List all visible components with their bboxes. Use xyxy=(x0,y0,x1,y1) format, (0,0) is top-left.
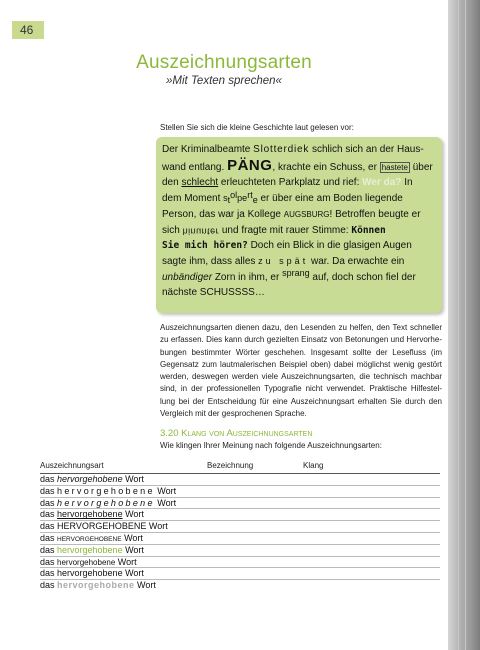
story-text: Doch ein Blick in die glasigen Augen xyxy=(247,240,412,252)
story-mono-word: Sie mich hören? xyxy=(162,240,248,252)
row-text: das xyxy=(40,521,58,532)
story-flipped-word: hinunter xyxy=(182,226,220,237)
section-heading: 3.20 Klang von Auszeichnungsarten xyxy=(160,428,313,439)
story-italic-word: unbändiger xyxy=(162,271,213,283)
exercise-table xyxy=(40,461,440,591)
story-text: Zorn in ihm, er xyxy=(212,271,283,283)
row-text: Wort xyxy=(122,509,144,520)
table-row xyxy=(40,544,440,556)
chapter-title: Auszeichnungsarten xyxy=(136,52,312,73)
body-line: werden, deswegen werden viele Auszeichnungsarten, die technisch machbar xyxy=(160,372,442,382)
story-stumbling-word xyxy=(223,190,258,205)
row-text: das xyxy=(40,497,58,508)
row-text: Wort xyxy=(146,521,168,532)
story-raised-word: sprang xyxy=(282,267,310,278)
story-text: wand entlang. xyxy=(162,161,228,173)
row-text: das xyxy=(40,580,58,591)
stumble-char: s xyxy=(223,193,228,204)
story-text: Der Kriminalbeamte xyxy=(162,144,254,155)
row-text: das xyxy=(40,474,58,484)
story-underlined-word: schlecht xyxy=(181,177,219,189)
story-line xyxy=(162,191,436,207)
stumble-char: e xyxy=(252,195,258,206)
row-emphasis: hervorgehobene xyxy=(57,557,116,567)
row-text: Wort xyxy=(122,568,144,579)
row-text: Wort xyxy=(154,485,177,496)
row-emphasis: hervorgehobene xyxy=(57,485,155,496)
story-boxed-word: hastete xyxy=(381,162,408,172)
row-emphasis: hervorgehobene xyxy=(57,474,123,484)
story-text: nächste SCHUSSSS… xyxy=(162,287,265,299)
table-header xyxy=(40,461,440,473)
row-text: Wort xyxy=(121,532,143,543)
story-line xyxy=(162,267,436,286)
story-line xyxy=(162,223,436,239)
story-mono-word: Können xyxy=(351,224,386,236)
stumble-char: pe xyxy=(237,193,248,204)
stumble-char: t xyxy=(250,190,253,201)
row-text: das xyxy=(40,509,58,520)
row-text: Wort xyxy=(122,544,144,555)
stumble-char: l xyxy=(235,190,238,201)
row-emphasis: hervorgehobene xyxy=(57,497,155,508)
page-number-tab xyxy=(0,21,60,35)
story-text: über xyxy=(409,161,433,173)
story-text: schlich sich an der Haus- xyxy=(309,144,424,155)
story-text: dem Moment xyxy=(162,193,224,205)
story-text: und fragte mit rauer Stimme: xyxy=(219,224,352,236)
row-text: das xyxy=(40,544,58,555)
row-text: Wort xyxy=(115,556,137,567)
story-text: sagte ihm, dass alles xyxy=(162,255,259,267)
story-spaced-word: Slotterdiek xyxy=(253,144,310,155)
row-emphasis: HERVORGEHOBENE xyxy=(57,535,122,543)
stumble-char: o xyxy=(230,190,236,201)
story-bold-word: PÄNG xyxy=(227,156,273,174)
page-edge-line xyxy=(465,0,466,650)
story-light-word: Wer da? xyxy=(362,177,402,189)
page-number: 46 xyxy=(12,21,44,39)
story-text: In xyxy=(401,177,413,189)
row-text: das xyxy=(40,556,58,567)
table-row xyxy=(40,579,440,591)
body-line: Vergleich mit der gesprochenen Sprache. xyxy=(160,409,307,419)
body-line: Auszeichnungsarten dienen dazu, den Lesenden zu helfen, den Text schneller xyxy=(160,323,442,332)
table-row xyxy=(40,485,440,497)
chapter-subtitle: »Mit Texten sprechen« xyxy=(166,75,282,87)
story-line xyxy=(162,158,436,176)
page-edge-line xyxy=(452,0,453,650)
table-row xyxy=(40,508,440,520)
row-text: das xyxy=(40,485,58,496)
body-line: zu erfassen. Dies kann durch gezielten Einsatz von Betonungen und Hervorhe- xyxy=(160,335,442,345)
story-text: sich xyxy=(162,224,183,236)
table-row xyxy=(40,497,440,509)
row-text: das xyxy=(40,568,58,579)
body-line: bungen bestimmter Wörter geschehen. Insgesamt sollte der Lesefluss (im xyxy=(160,347,442,357)
story-text: , krachte ein Schuss, er xyxy=(272,161,380,173)
column-header: Bezeichnung xyxy=(207,461,254,470)
body-paragraph xyxy=(160,322,442,420)
story-text: den xyxy=(162,177,182,189)
row-text: Wort xyxy=(134,580,156,591)
body-line: Gegensatz zum lautmalerischen Beispiel oben) dabei möglichst wenig gestört xyxy=(160,359,442,369)
table-row xyxy=(40,567,440,579)
column-header: Auszeichnungsart xyxy=(40,461,104,470)
story-spaced-word: zu spät xyxy=(258,255,309,266)
row-emphasis: hervorgehobene xyxy=(57,568,123,579)
story-text: war. Da erwachte ein xyxy=(308,255,405,267)
row-emphasis: HERVORGEHOBENE xyxy=(57,521,147,532)
story-box xyxy=(156,137,442,313)
row-text: Wort xyxy=(154,497,177,508)
story-text: erleuchteten Parkplatz und rief: xyxy=(218,177,363,189)
story-text: auf, doch schon fiel der xyxy=(309,271,416,283)
body-line: sind, in der professionellen Typografie nicht verwendet. Praktische Hilfestel- xyxy=(160,384,442,394)
section-question: Wie klingen Ihrer Meinung nach folgende Auszeichnungsarten: xyxy=(160,441,382,450)
story-smallcaps-word: AUGSBURG xyxy=(283,209,330,219)
table-row xyxy=(40,473,440,485)
story-text: Person, das war ja Kollege xyxy=(162,208,284,220)
story-line xyxy=(162,175,436,191)
row-emphasis: hervorgehobene xyxy=(57,580,135,591)
table-row xyxy=(40,532,440,544)
row-text: das xyxy=(40,532,58,543)
stumble-char: t xyxy=(227,195,231,206)
story-line xyxy=(162,142,436,158)
page-edge-line xyxy=(458,0,459,650)
table-row xyxy=(40,556,440,568)
stumble-char: r xyxy=(247,190,251,201)
row-text: Wort xyxy=(122,474,144,484)
story-line xyxy=(162,285,436,301)
story-text: er über eine am Boden liegende xyxy=(257,193,403,205)
story-line xyxy=(162,238,436,254)
row-emphasis: hervorgehobene xyxy=(57,544,123,555)
row-emphasis: hervorgehobene xyxy=(57,509,123,520)
body-line: lung bei der Entscheidung für eine Auszeichnungsart erhalten Sie durch den xyxy=(160,396,442,406)
story-text: ! Betroffen beugte er xyxy=(329,208,421,220)
column-header: Klang xyxy=(303,461,324,470)
intro-text: Stellen Sie sich die kleine Geschichte laut gelesen vor: xyxy=(160,123,354,132)
table-row xyxy=(40,520,440,532)
story-line xyxy=(162,207,436,223)
